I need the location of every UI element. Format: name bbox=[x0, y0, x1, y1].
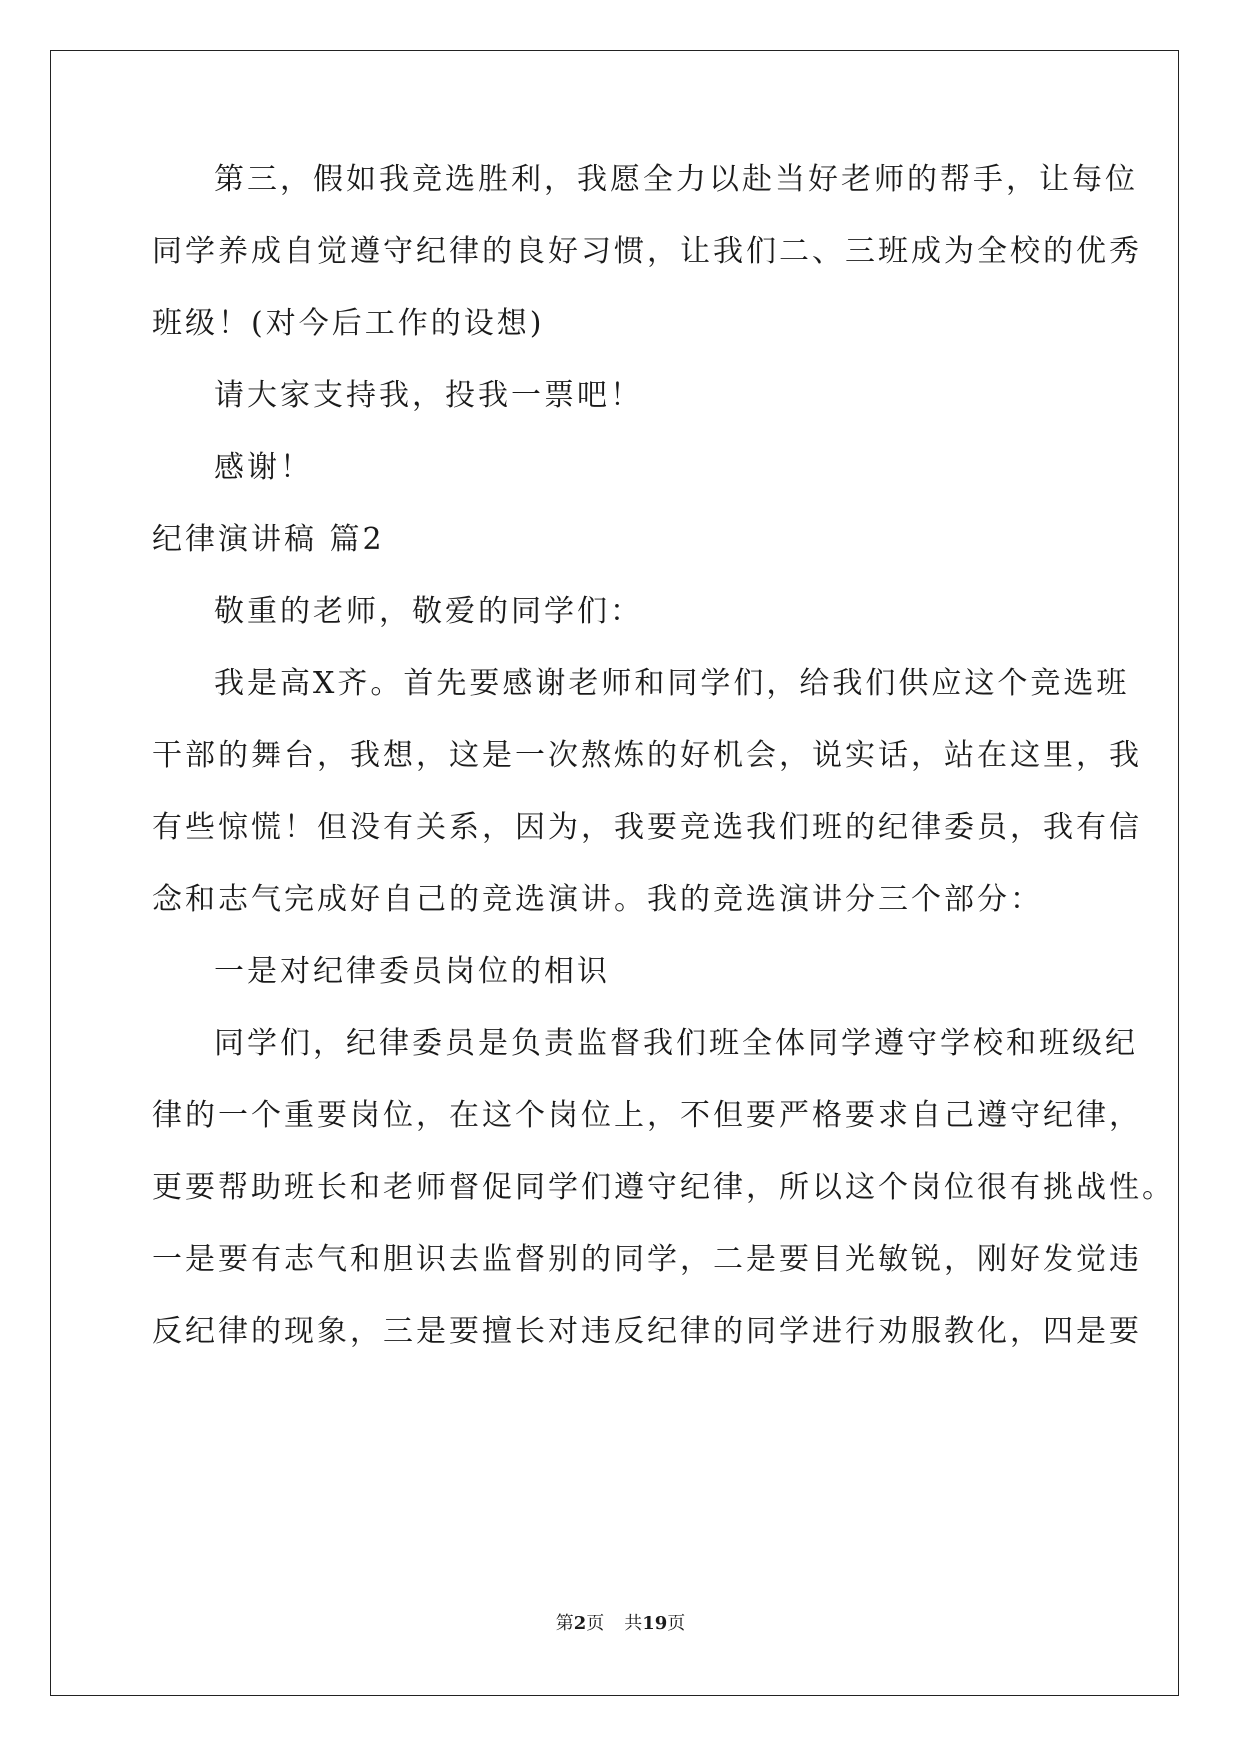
paragraph-line: 感谢！ bbox=[214, 450, 313, 485]
page-total: 19 bbox=[642, 1613, 668, 1634]
paragraph-line: 同学养成自觉遵守纪律的良好习惯，让我们二、三班成为全校的优秀 bbox=[152, 234, 1142, 269]
paragraph-line: 更要帮助班长和老师督促同学们遵守纪律，所以这个岗位很有挑战性。 bbox=[152, 1170, 1175, 1205]
total-prefix: 共 bbox=[624, 1613, 643, 1634]
page-border bbox=[50, 50, 1179, 1696]
page-prefix: 第 bbox=[555, 1613, 574, 1634]
paragraph-line: 第三，假如我竞选胜利，我愿全力以赴当好老师的帮手，让每位 bbox=[214, 162, 1138, 197]
paragraph-line: 干部的舞台，我想，这是一次熬炼的好机会，说实话，站在这里，我 bbox=[152, 738, 1142, 773]
paragraph-line: 同学们，纪律委员是负责监督我们班全体同学遵守学校和班级纪 bbox=[214, 1026, 1138, 1061]
page-current: 2 bbox=[573, 1613, 587, 1634]
paragraph-line: 班级！(对今后工作的设想) bbox=[152, 306, 545, 341]
paragraph-line: 我是高X齐。首先要感谢老师和同学们，给我们供应这个竞选班 bbox=[214, 666, 1130, 701]
paragraph-line: 念和志气完成好自己的竞选演讲。我的竞选演讲分三个部分： bbox=[152, 882, 1043, 917]
salutation: 敬重的老师，敬爱的同学们： bbox=[214, 594, 643, 629]
total-suffix: 页 bbox=[667, 1613, 686, 1634]
page-suffix: 页 bbox=[586, 1613, 605, 1634]
paragraph-line: 一是要有志气和胆识去监督别的同学，二是要目光敏锐，刚好发觉违 bbox=[152, 1242, 1142, 1277]
paragraph-line: 律的一个重要岗位，在这个岗位上，不但要严格要求自己遵守纪律， bbox=[152, 1098, 1142, 1133]
paragraph-line: 反纪律的现象，三是要擅长对违反纪律的同学进行劝服教化，四是要 bbox=[152, 1314, 1142, 1349]
section-heading: 纪律演讲稿 篇2 bbox=[152, 522, 385, 557]
subheading: 一是对纪律委员岗位的相识 bbox=[214, 954, 610, 989]
paragraph-line: 请大家支持我，投我一票吧！ bbox=[214, 378, 643, 413]
page-footer bbox=[0, 1612, 1241, 1636]
paragraph-line: 有些惊慌！但没有关系，因为，我要竞选我们班的纪律委员，我有信 bbox=[152, 810, 1142, 845]
